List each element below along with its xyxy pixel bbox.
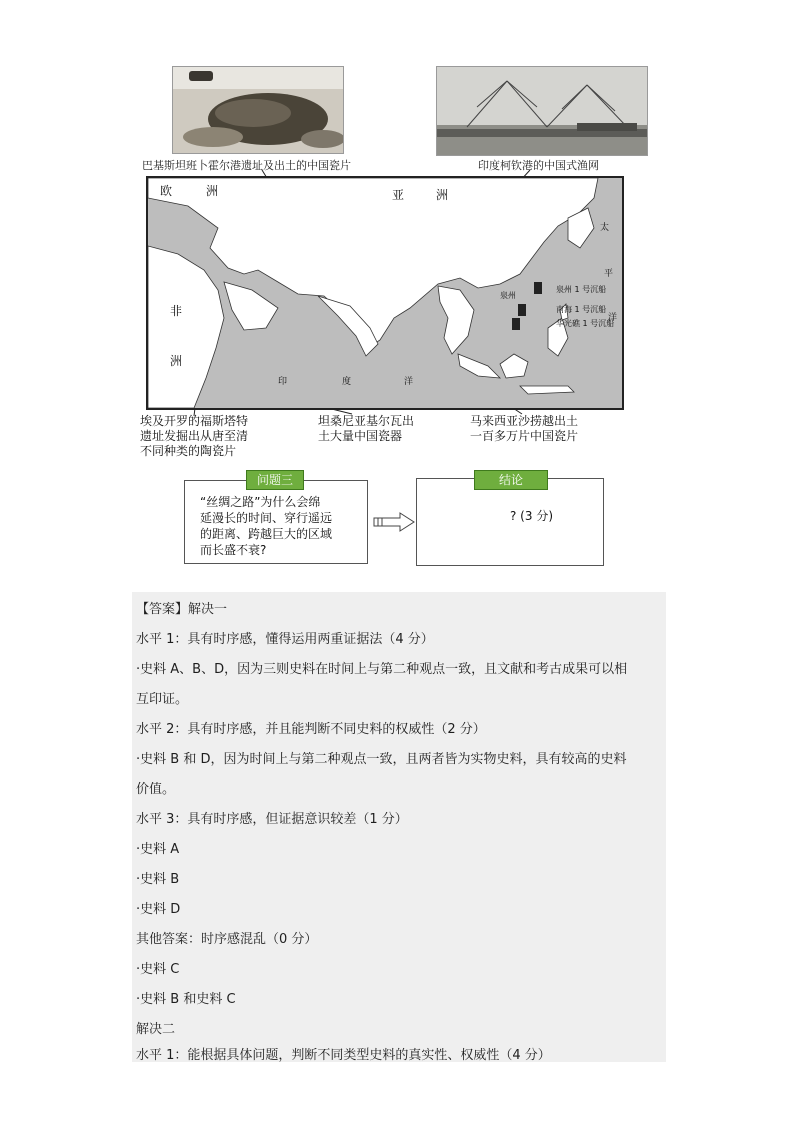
map-label-ship2: 南海 1 号沉船 <box>556 305 607 314</box>
answer-line-12: 其他答案：时序感混乱（0 分） <box>136 932 318 947</box>
callout-malaysia <box>470 414 578 444</box>
question-tag: 问题三 <box>246 470 304 490</box>
answer-line-15: 解决二 <box>136 1022 176 1037</box>
answer-line-2: 水平 1：具有时序感，懂得运用两重证据法（4 分） <box>136 632 434 647</box>
map-label-ship3: 华光礁 1 号沉船 <box>556 319 615 328</box>
callout-malaysia-line-2: 一百多万片中国瓷片 <box>470 429 579 443</box>
answer-line-10: ·史料 B <box>136 872 180 887</box>
question-line-2: 延漫长的时间、穿行遥远 <box>200 511 333 525</box>
callout-egypt-line-2: 遗址发掘出从唐至清 <box>140 429 249 443</box>
map-label-ocean-2: 度 <box>342 377 352 387</box>
conclusion-text: ? (3 分) <box>510 509 553 523</box>
caption-india: 印度柯钦港的中国式渔网 <box>478 159 599 172</box>
callout-tanzania-line-2: 土大量中国瓷器 <box>318 429 403 443</box>
answer-line-5: 水平 2：具有时序感，并且能判断不同史料的权威性（2 分） <box>136 722 486 737</box>
question-line-1: “丝绸之路”为什么会绵 <box>200 495 321 509</box>
answer-line-13: ·史料 C <box>136 962 180 977</box>
map-label-africa-2: 洲 <box>170 354 183 368</box>
arrow-right-icon <box>372 512 416 532</box>
map-label-pacific-3: 洋 <box>608 313 618 323</box>
answer-line-3: ·史料 A、B、D，因为三则史料在时间上与第二种观点一致，且文献和考古成果可以相 <box>136 662 628 677</box>
callout-tanzania-line-1: 坦桑尼亚基尔瓦出 <box>318 414 415 428</box>
question-line-4: 而长盛不衰? <box>200 543 267 557</box>
answer-line-1: 【答案】解决一 <box>136 602 228 617</box>
caption-pakistan: 巴基斯坦班卜霍尔港遗址及出土的中国瓷片 <box>142 159 351 172</box>
map-label-asia-2: 洲 <box>436 188 449 202</box>
question-line-3: 的距离、跨越巨大的区域 <box>200 527 333 541</box>
answer-line-14: ·史料 B 和史料 C <box>136 992 236 1007</box>
map-label-europe-1: 欧 <box>160 184 173 198</box>
map-label-ocean-3: 洋 <box>404 377 414 387</box>
map-label-asia-1: 亚 <box>392 188 405 202</box>
map-label-pacific-1: 太 <box>600 223 610 233</box>
answer-line-7: 价值。 <box>136 782 176 797</box>
question-text <box>200 494 332 558</box>
silk-road-map <box>146 176 624 410</box>
map-label-europe-2: 洲 <box>206 184 219 198</box>
conclusion-tag: 结论 <box>474 470 548 490</box>
answer-line-9: ·史料 A <box>136 842 180 857</box>
callout-tanzania <box>318 414 414 444</box>
map-label-ship1: 泉州 1 号沉船 <box>556 285 607 294</box>
answer-line-4: 互印证。 <box>136 692 189 707</box>
answer-section <box>132 592 666 1062</box>
map-label-pacific-2: 平 <box>604 269 614 279</box>
map-landmass <box>148 178 622 408</box>
answer-line-8: 水平 3：具有时序感，但证据意识较差（1 分） <box>136 812 408 827</box>
answer-line-11: ·史料 D <box>136 902 181 917</box>
map-label-ocean-1: 印 <box>278 377 288 387</box>
callout-egypt-line-1: 埃及开罗的福斯塔特 <box>140 414 249 428</box>
map-label-africa-1: 非 <box>170 304 183 318</box>
answer-line-6: ·史料 B 和 D，因为时间上与第二种观点一致，且两者皆为实物史料，具有较高的史料 <box>136 752 627 767</box>
map-label-quanzhou: 泉州 <box>500 291 516 300</box>
callout-malaysia-line-1: 马来西亚沙捞越出土 <box>470 414 579 428</box>
callout-egypt <box>140 414 248 459</box>
callout-egypt-line-3: 不同种类的陶瓷片 <box>140 444 237 458</box>
answer-line-16: 水平 1：能根据具体问题，判断不同类型史料的真实性、权威性（4 分） <box>136 1048 551 1063</box>
